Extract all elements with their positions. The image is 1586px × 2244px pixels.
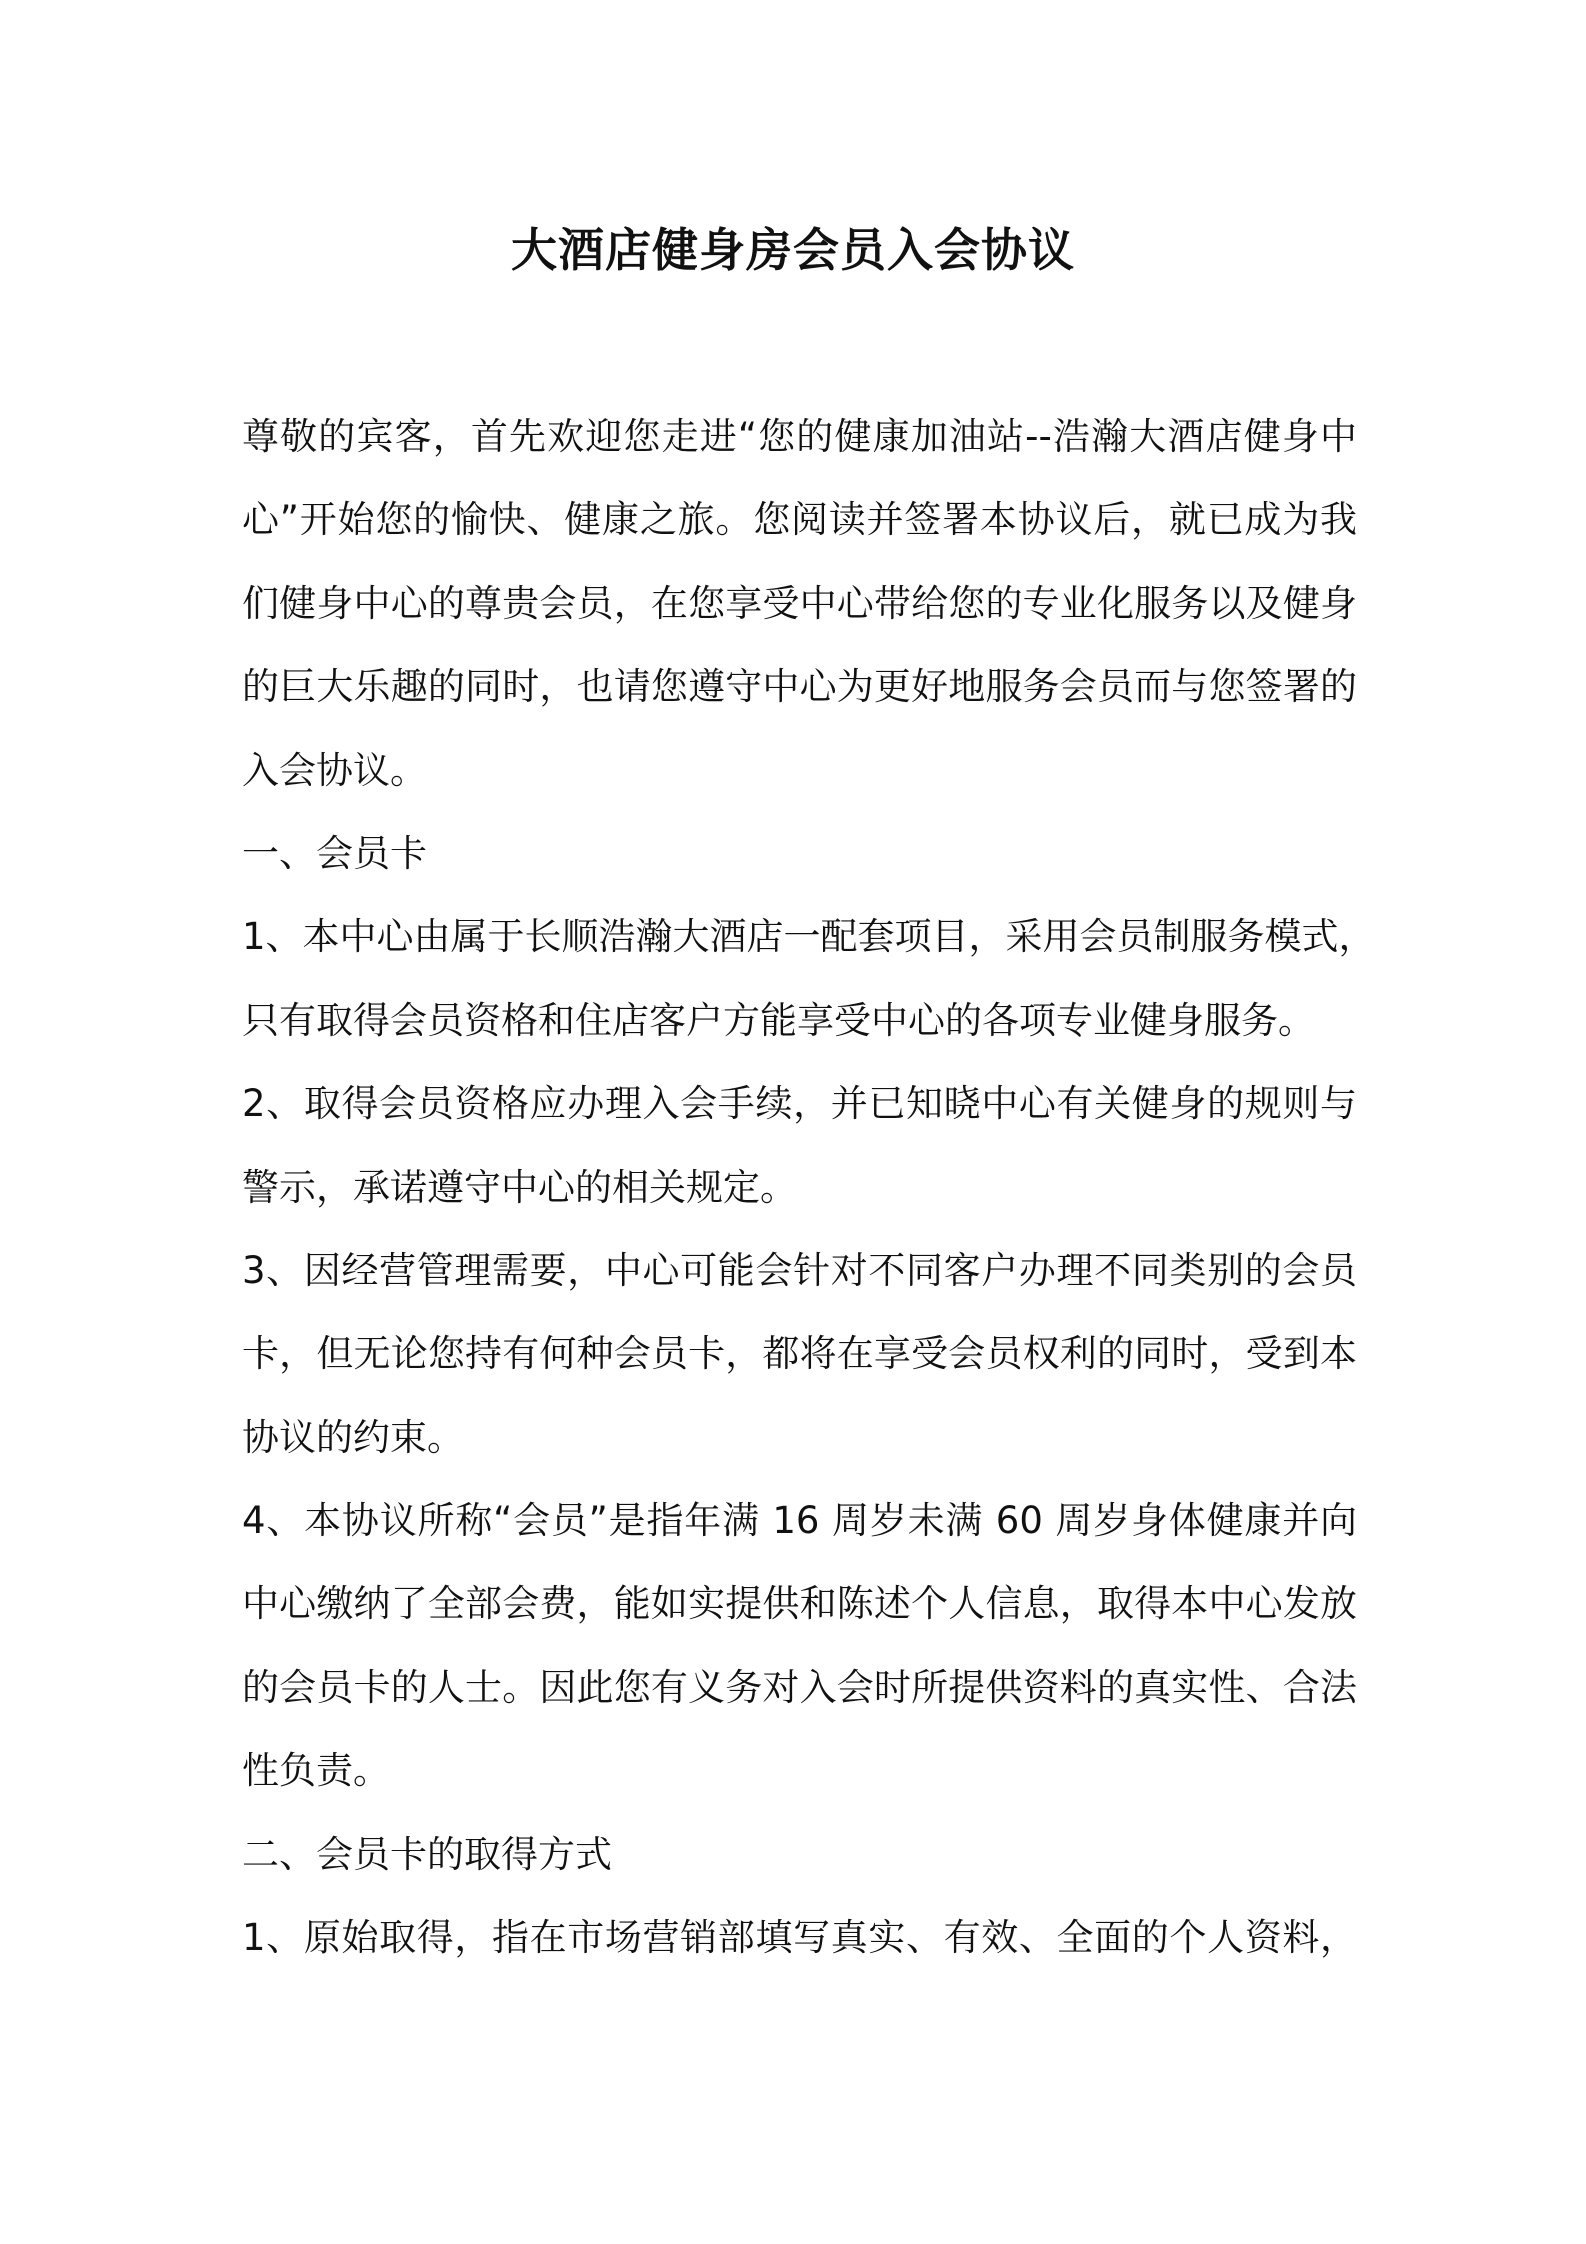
text-line: 的巨大乐趣的同时，也请您遵守中心为更好地服务会员而与您签署的 [242, 665, 1357, 709]
text-line: 协议的约束。 [242, 1415, 464, 1459]
text-line: 3、因经营管理需要，中心可能会针对不同客户办理不同类别的会员 [242, 1248, 1357, 1292]
text-line: 入会协议。 [242, 748, 427, 792]
text-line: 1、本中心由属于长顺浩瀚大酒店一配套项目，采用会员制服务模式， [242, 915, 1376, 959]
text-line: 心”开始您的愉快、健康之旅。您阅读并签署本协议后，就已成为我 [242, 498, 1357, 542]
text-line: 2、取得会员资格应办理入会手续，并已知晓中心有关健身的规则与 [242, 1082, 1357, 1126]
document-title: 大酒店健身房会员入会协议 [511, 223, 1075, 277]
text-line: 尊敬的宾客，首先欢迎您走进“您的健康加油站--浩瀚大酒店健身中 [242, 415, 1357, 458]
text-line: 二、会员卡的取得方式 [242, 1832, 612, 1876]
text-line: 4、本协议所称“会员”是指年满 16 周岁未满 60 周岁身体健康并向 [242, 1499, 1357, 1543]
text-line: 中心缴纳了全部会费，能如实提供和陈述个人信息，取得本中心发放 [242, 1582, 1357, 1626]
text-line: 们健身中心的尊贵会员，在您享受中心带给您的专业化服务以及健身 [242, 581, 1357, 625]
document-body [242, 395, 1376, 1979]
text-line: 卡，但无论您持有何种会员卡，都将在享受会员权利的同时，受到本 [242, 1332, 1357, 1376]
text-line: 的会员卡的人士。因此您有义务对入会时所提供资料的真实性、合法 [242, 1665, 1357, 1709]
text-line: 1、原始取得，指在市场营销部填写真实、有效、全面的个人资料， [242, 1916, 1357, 1960]
text-line: 性负责。 [242, 1749, 390, 1793]
text-line: 一、会员卡 [242, 831, 427, 875]
text-line: 只有取得会员资格和住店客户方能享受中心的各项专业健身服务。 [242, 998, 1315, 1042]
text-line: 警示，承诺遵守中心的相关规定。 [242, 1165, 797, 1209]
